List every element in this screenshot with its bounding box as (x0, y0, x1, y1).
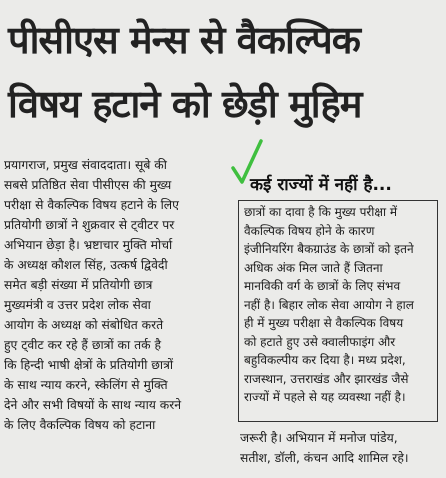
box-line: वैकल्पिक विषय होने के कारण (244, 223, 375, 238)
headline-line-2: विषय हटाने को छेड़ी मुहिम (8, 82, 362, 126)
sidebar-box-text (244, 203, 436, 407)
article-line: जरूरी है। अभियान में मनोज पांडेय, (240, 431, 398, 445)
box-line: राजस्थान, उत्तराखंड और झारखंड जैसे (244, 371, 409, 386)
article-line: अभियान छेड़ा है। भ्रष्टाचार मुक्ति मोर्चा (4, 238, 173, 252)
article-line: कि हिन्दी भाषी क्षेत्रों के प्रतियोगी छात्रों (4, 358, 174, 372)
box-line: ही में मुख्य परीक्षा से वैकल्पिक विषय (244, 316, 404, 330)
article-line: के लिए वैकल्पिक विषय को हटाना (4, 418, 156, 432)
headline-line-1: पीसीएस मेन्स से वैकल्पिक (8, 18, 360, 62)
article-line: समेत बड़ी संख्या में प्रतियोगी छात्र (4, 278, 153, 292)
article-line: के अध्यक्ष कौशल सिंह, उत्कर्ष द्विवेदी (4, 258, 168, 272)
article-line: के साथ न्याय करने, स्केलिंग से मुक्ति (4, 378, 168, 392)
box-line: नहीं है। बिहार लोक सेवा आयोग ने हाल (244, 297, 414, 312)
article-line: हुए ट्वीट कर रहे हैं छात्रों का तर्क है (4, 338, 161, 352)
box-line: राज्यों में पहले से यह व्यवस्था नहीं है। (244, 390, 406, 404)
article-line: प्रतियोगी छात्रों ने शुक्रवार से ट्वीटर पर (4, 218, 175, 232)
box-subheading: कई राज्यों में नहीं है... (250, 175, 392, 195)
article-line: देने और सभी विषयों के साथ न्याय करने (4, 398, 182, 412)
article-left-column (4, 155, 226, 435)
article-line: आयोग के अध्यक्ष को संबोधित करते (4, 318, 164, 332)
article-line: मुख्यमंत्री व उत्तर प्रदेश लोक सेवा (4, 298, 151, 312)
box-line: इंजीनियरिंग बैकग्राउंड के छात्रों को इतने (244, 242, 414, 256)
box-line: अधिक अंक मिल जाते हैं जितना (244, 260, 383, 275)
box-line: बहुविकल्पीय कर दिया है। मध्य प्रदेश, (244, 353, 406, 367)
article-line: सबसे प्रतिष्ठित सेवा पीसीएस की मुख्य (4, 178, 172, 192)
box-line: छात्रों का दावा है कि मुख्य परीक्षा में (244, 205, 398, 219)
box-line: मानविकी वर्ग के छात्रों के लिए संभव (244, 279, 401, 293)
article-right-column (240, 428, 444, 468)
article-line: प्रयागराज, प्रमुख संवाददाता। सूबे की (4, 158, 167, 172)
article-line: परीक्षा से वैकल्पिक विषय हटाने के लिए (4, 198, 179, 212)
box-line: को हटाते हुए उसे क्वालीफाइंग और (244, 334, 396, 349)
article-line: सतीश, डॉली, कंचन आदि शामिल रहे। (240, 451, 409, 465)
